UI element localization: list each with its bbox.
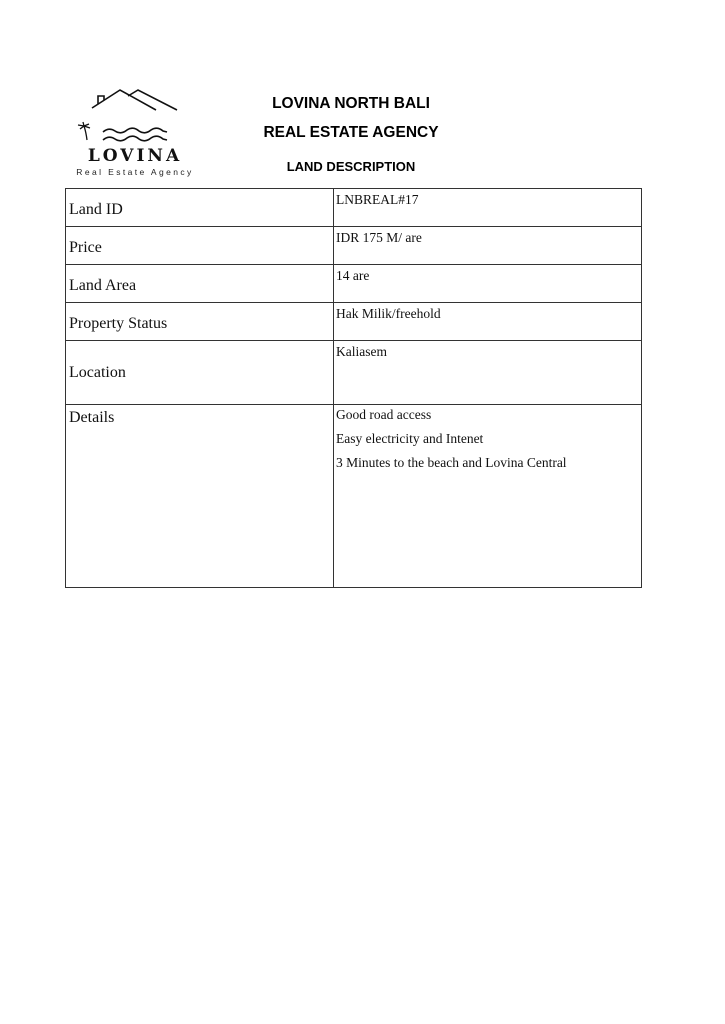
row-value bbox=[334, 227, 642, 265]
palm-tree-icon bbox=[78, 122, 90, 140]
agency-title-line2: REAL ESTATE AGENCY bbox=[263, 124, 439, 141]
row-value bbox=[334, 189, 642, 227]
row-value bbox=[334, 341, 642, 405]
table-row-land-id bbox=[66, 189, 642, 227]
details-list bbox=[334, 405, 642, 588]
table-row-details bbox=[66, 405, 642, 588]
row-label: Location bbox=[66, 341, 334, 405]
land-area-value: 14 are bbox=[336, 268, 370, 283]
company-logo bbox=[66, 86, 200, 178]
row-label: Details bbox=[66, 405, 334, 588]
logo-name: LOVINA bbox=[87, 146, 183, 166]
row-value bbox=[334, 265, 642, 303]
location-value: Kaliasem bbox=[336, 344, 387, 359]
row-label: Land Area bbox=[66, 265, 334, 303]
row-label: Property Status bbox=[66, 303, 334, 341]
house-roof-icon bbox=[92, 90, 177, 110]
land-id-value: LNBREAL#17 bbox=[336, 192, 419, 207]
row-label: Land ID bbox=[66, 189, 334, 227]
logo-tagline: Real Estate Agency bbox=[76, 167, 194, 177]
detail-item: Easy electricity and Intenet bbox=[336, 431, 484, 446]
detail-item: Good road access bbox=[336, 407, 432, 422]
table-row-land-area bbox=[66, 265, 642, 303]
table-row-property-status bbox=[66, 303, 642, 341]
detail-item: 3 Minutes to the beach and Lovina Central bbox=[336, 455, 567, 470]
row-value bbox=[334, 303, 642, 341]
table-row-price bbox=[66, 227, 642, 265]
document-title: LAND DESCRIPTION bbox=[286, 159, 416, 174]
table-row-location bbox=[66, 341, 642, 405]
land-description-table bbox=[65, 188, 642, 588]
waves-icon bbox=[103, 128, 167, 141]
logo-graphic bbox=[66, 86, 200, 146]
agency-title-line1: LOVINA NORTH BALI bbox=[272, 95, 430, 112]
property-status-value: Hak Milik/freehold bbox=[336, 306, 441, 321]
row-label: Price bbox=[66, 227, 334, 265]
price-value: IDR 175 M/ are bbox=[336, 230, 422, 245]
